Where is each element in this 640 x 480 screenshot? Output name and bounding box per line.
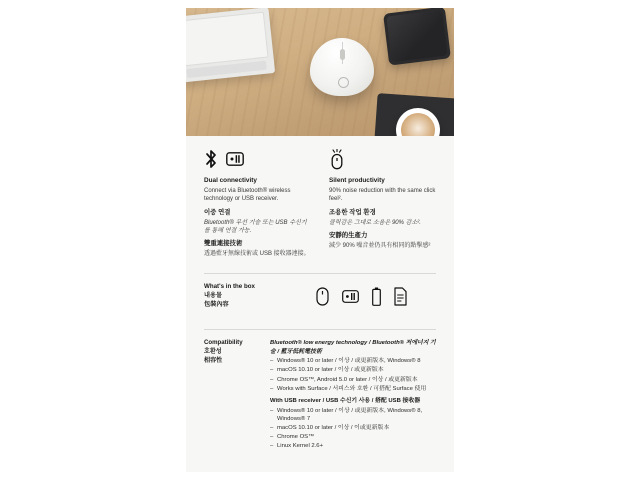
feature-1-body-ko: Bluetooth® 무선 기술 또는 USB 수신기를 통해 연결 가능. (204, 219, 307, 234)
bluetooth-icon (204, 149, 219, 169)
usb-receiver-icon (226, 152, 244, 166)
feature-columns (204, 148, 436, 263)
list-item: – Linux Kernel 2.6+ (270, 442, 436, 451)
feature-2-body-en: 90% noise reduction with the same click feel². (329, 188, 436, 203)
mouse-scroll-wheel (340, 49, 345, 60)
list-item: – macOS 10.10 or later / 이상 / 或更新版本 (270, 366, 436, 375)
feature-silent-productivity (329, 148, 436, 263)
feature-1-title-en: Dual connectivity (204, 177, 257, 184)
feature-1-icons (204, 148, 311, 170)
feature-2-body-ko: 클릭감은 그대로 소음은 90% 감소². (329, 219, 421, 226)
box-contents-icons (316, 287, 407, 306)
box-contents-labels (204, 283, 316, 310)
feature-2-icons (329, 148, 436, 170)
coffee-crema (401, 113, 435, 136)
compat-label-ko: 호환성 (204, 348, 222, 356)
wireless-mouse-photo (310, 38, 374, 96)
list-item: – Chrome OS™ (270, 433, 436, 442)
feature-2-body-zh: 減少 90% 噪音並仍具有相同的點擊感² (329, 242, 431, 249)
smartphone-icon (383, 8, 451, 66)
product-packaging-panel (186, 8, 454, 472)
box-label-ko: 내용물 (204, 292, 222, 300)
list-item: – Windows® 10 or later / 이상 / 或更新版本, Windows® 8, Windows® 7 (270, 407, 436, 424)
laptop-screen (186, 12, 269, 67)
list-item: – Chrome OS™, Android 5.0 or later / 이상 / 或更新版本 (270, 376, 436, 385)
silent-click-mouse-icon (329, 149, 345, 170)
compatibility-section (204, 330, 436, 451)
box-contents-section (204, 274, 436, 319)
mouse-brand-logo (338, 77, 349, 88)
bluetooth-compat-heading: Bluetooth® low energy technology / Bluetooth® 저에너지 기술 / 藍牙低耗電技術 (270, 340, 436, 355)
list-item: – Works with Surface / 서피스와 호환 / 可搭配 Surface 使用 (270, 385, 436, 394)
compatibility-details (270, 339, 436, 451)
feature-2-title-zh: 安靜的生產力 (329, 231, 368, 239)
box-label-en: What's in the box (204, 283, 255, 291)
feature-1-body-en: Connect via Bluetooth® wireless technology or USB receiver. (204, 188, 291, 203)
feature-dual-connectivity (204, 148, 311, 263)
laptop-icon (186, 8, 275, 83)
bluetooth-compat-list (270, 357, 436, 393)
battery-icon (372, 287, 381, 306)
feature-1-title-ko: 이중 연결 (204, 208, 231, 216)
feature-1-title-zh: 雙重連接技術 (204, 240, 243, 248)
compat-label-en: Compatibility (204, 339, 243, 347)
usb-compat-list (270, 407, 436, 451)
usb-receiver-icon (342, 290, 359, 303)
panel-content (186, 136, 454, 452)
feature-2-title-en: Silent productivity (329, 177, 385, 184)
phone-screen (386, 10, 447, 62)
compatibility-labels (204, 339, 260, 451)
hero-product-photo (186, 8, 454, 136)
documentation-icon (394, 287, 407, 306)
box-label-zh: 包裝內容 (204, 301, 229, 309)
list-item: – Windows® 10 or later / 이상 / 或更新版本, Windows® 8 (270, 357, 436, 366)
feature-2-title-ko: 조용한 작업 환경 (329, 208, 376, 216)
usb-compat-heading: With USB receiver / USB 수신기 사용 / 搭配 USB 接收器 (270, 398, 421, 405)
mouse-icon (316, 287, 329, 306)
compat-label-zh: 相容性 (204, 356, 223, 364)
list-item: – macOS 10.10 or later / 이상 / 이或更新版本 (270, 424, 436, 433)
feature-1-body-zh: 透過藍牙無線技術或 USB 接收器連接。 (204, 251, 310, 258)
